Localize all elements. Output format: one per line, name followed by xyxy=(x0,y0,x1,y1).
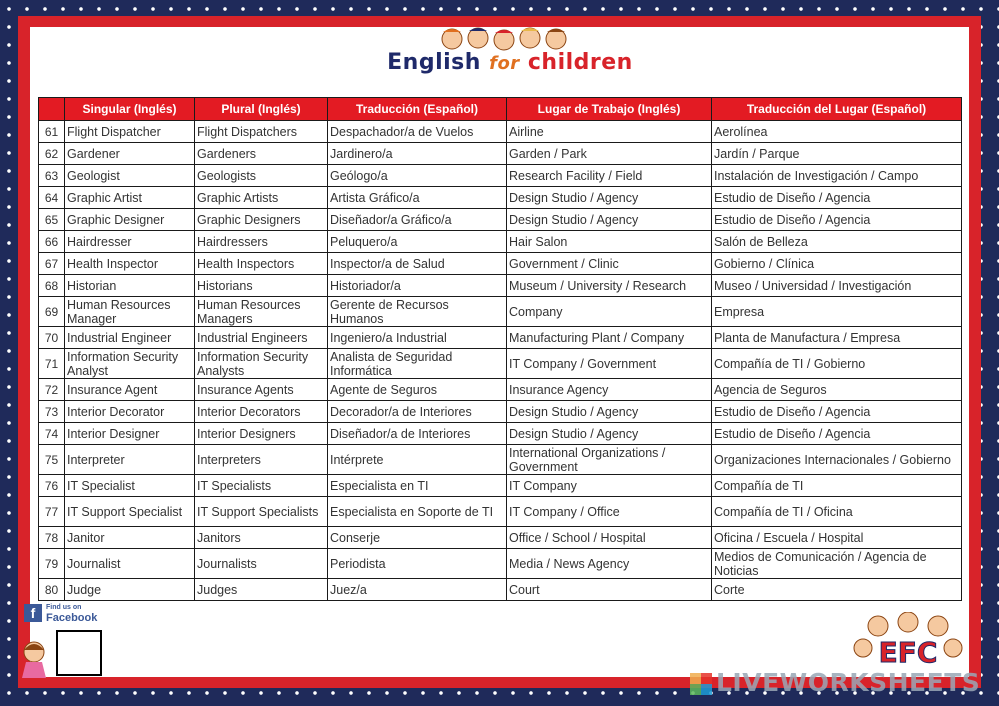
translation-cell: Geólogo/a xyxy=(328,165,507,187)
table-row xyxy=(39,401,962,423)
table-row xyxy=(39,209,962,231)
row-number: 68 xyxy=(39,275,65,297)
translation-cell: Inspector/a de Salud xyxy=(328,253,507,275)
plural-cell: Health Inspectors xyxy=(195,253,328,275)
table-row xyxy=(39,423,962,445)
facebook-caption: Find us on xyxy=(46,604,82,611)
translation-cell: Intérprete xyxy=(328,445,507,475)
singular-cell: IT Support Specialist xyxy=(65,497,195,527)
row-number: 66 xyxy=(39,231,65,253)
singular-cell: Journalist xyxy=(65,549,195,579)
plural-cell: Information Security Analysts xyxy=(195,349,328,379)
translation-cell: Juez/a xyxy=(328,579,507,601)
workplace-translation-cell: Compañía de TI xyxy=(712,475,962,497)
table-header-row xyxy=(39,98,962,121)
plural-cell: Graphic Designers xyxy=(195,209,328,231)
table-row xyxy=(39,143,962,165)
column-header-5: Traducción del Lugar (Español) xyxy=(712,98,962,121)
singular-cell: Industrial Engineer xyxy=(65,327,195,349)
workplace-cell: Research Facility / Field xyxy=(507,165,712,187)
table-row xyxy=(39,231,962,253)
plural-cell: IT Support Specialists xyxy=(195,497,328,527)
workplace-translation-cell: Museo / Universidad / Investigación xyxy=(712,275,962,297)
column-header-3: Traducción (Español) xyxy=(328,98,507,121)
children-illustration xyxy=(440,26,570,52)
singular-cell: Health Inspector xyxy=(65,253,195,275)
plural-cell: Interior Designers xyxy=(195,423,328,445)
workplace-translation-cell: Gobierno / Clínica xyxy=(712,253,962,275)
workplace-cell: IT Company / Government xyxy=(507,349,712,379)
singular-cell: IT Specialist xyxy=(65,475,195,497)
workplace-translation-cell: Estudio de Diseño / Agencia xyxy=(712,209,962,231)
plural-cell: Industrial Engineers xyxy=(195,327,328,349)
table-row xyxy=(39,253,962,275)
translation-cell: Decorador/a de Interiores xyxy=(328,401,507,423)
row-number: 70 xyxy=(39,327,65,349)
table-row xyxy=(39,549,962,579)
row-number: 67 xyxy=(39,253,65,275)
plural-cell: Geologists xyxy=(195,165,328,187)
translation-cell: Peluquero/a xyxy=(328,231,507,253)
table-row xyxy=(39,349,962,379)
table-row xyxy=(39,121,962,143)
translation-cell: Diseñador/a Gráfico/a xyxy=(328,209,507,231)
workplace-translation-cell: Agencia de Seguros xyxy=(712,379,962,401)
column-header-2: Plural (Inglés) xyxy=(195,98,328,121)
translation-cell: Conserje xyxy=(328,527,507,549)
table-row xyxy=(39,327,962,349)
workplace-translation-cell: Estudio de Diseño / Agencia xyxy=(712,423,962,445)
watermark-text: LIVEWORKSHEETS xyxy=(716,668,981,697)
workplace-cell: Design Studio / Agency xyxy=(507,401,712,423)
row-number: 63 xyxy=(39,165,65,187)
table-row xyxy=(39,475,962,497)
qr-code xyxy=(56,630,102,676)
workplace-cell: Design Studio / Agency xyxy=(507,209,712,231)
table-row xyxy=(39,527,962,549)
singular-cell: Judge xyxy=(65,579,195,601)
singular-cell: Gardener xyxy=(65,143,195,165)
workplace-translation-cell: Estudio de Diseño / Agencia xyxy=(712,187,962,209)
workplace-translation-cell: Compañía de TI / Gobierno xyxy=(712,349,962,379)
translation-cell: Analista de Seguridad Informática xyxy=(328,349,507,379)
row-number: 69 xyxy=(39,297,65,327)
workplace-cell: Manufacturing Plant / Company xyxy=(507,327,712,349)
singular-cell: Interpreter xyxy=(65,445,195,475)
workplace-cell: Design Studio / Agency xyxy=(507,187,712,209)
singular-cell: Historian xyxy=(65,275,195,297)
workplace-translation-cell: Organizaciones Internacionales / Gobierno xyxy=(712,445,962,475)
plural-cell: Historians xyxy=(195,275,328,297)
plural-cell: Human Resources Managers xyxy=(195,297,328,327)
plural-cell: Interpreters xyxy=(195,445,328,475)
table-row xyxy=(39,165,962,187)
row-number: 79 xyxy=(39,549,65,579)
plural-cell: Interior Decorators xyxy=(195,401,328,423)
workplace-cell: Design Studio / Agency xyxy=(507,423,712,445)
table-row xyxy=(39,275,962,297)
title-english: English xyxy=(387,50,481,75)
plural-cell: Hairdressers xyxy=(195,231,328,253)
workplace-translation-cell: Salón de Belleza xyxy=(712,231,962,253)
translation-cell: Jardinero/a xyxy=(328,143,507,165)
row-number: 75 xyxy=(39,445,65,475)
workplace-cell: IT Company xyxy=(507,475,712,497)
vocabulary-table xyxy=(38,97,962,601)
row-number: 74 xyxy=(39,423,65,445)
plural-cell: Janitors xyxy=(195,527,328,549)
translation-cell: Diseñador/a de Interiores xyxy=(328,423,507,445)
translation-cell: Agente de Seguros xyxy=(328,379,507,401)
table-body xyxy=(39,121,962,601)
row-number: 61 xyxy=(39,121,65,143)
translation-cell: Especialista en Soporte de TI xyxy=(328,497,507,527)
workplace-cell: Office / School / Hospital xyxy=(507,527,712,549)
row-number: 78 xyxy=(39,527,65,549)
facebook-icon: f xyxy=(24,604,42,622)
workplace-cell: Garden / Park xyxy=(507,143,712,165)
plural-cell: Gardeners xyxy=(195,143,328,165)
singular-cell: Insurance Agent xyxy=(65,379,195,401)
row-number: 76 xyxy=(39,475,65,497)
plural-cell: Graphic Artists xyxy=(195,187,328,209)
workplace-translation-cell: Aerolínea xyxy=(712,121,962,143)
translation-cell: Despachador/a de Vuelos xyxy=(328,121,507,143)
workplace-cell: Government / Clinic xyxy=(507,253,712,275)
plural-cell: IT Specialists xyxy=(195,475,328,497)
workplace-cell: Insurance Agency xyxy=(507,379,712,401)
row-number: 62 xyxy=(39,143,65,165)
singular-cell: Human Resources Manager xyxy=(65,297,195,327)
translation-cell: Artista Gráfico/a xyxy=(328,187,507,209)
workplace-cell: International Organizations / Government xyxy=(507,445,712,475)
workplace-cell: Hair Salon xyxy=(507,231,712,253)
workplace-cell: IT Company / Office xyxy=(507,497,712,527)
liveworksheets-watermark xyxy=(690,668,990,698)
singular-cell: Hairdresser xyxy=(65,231,195,253)
workplace-translation-cell: Empresa xyxy=(712,297,962,327)
efc-logo-text: EFC xyxy=(878,636,938,669)
table-row xyxy=(39,187,962,209)
row-number: 65 xyxy=(39,209,65,231)
workplace-translation-cell: Jardín / Parque xyxy=(712,143,962,165)
translation-cell: Historiador/a xyxy=(328,275,507,297)
translation-cell: Ingeniero/a Industrial xyxy=(328,327,507,349)
girl-illustration xyxy=(16,640,52,680)
row-number: 64 xyxy=(39,187,65,209)
column-header-0 xyxy=(39,98,65,121)
singular-cell: Information Security Analyst xyxy=(65,349,195,379)
title-children: children xyxy=(527,50,633,75)
workplace-translation-cell: Oficina / Escuela / Hospital xyxy=(712,527,962,549)
translation-cell: Gerente de Recursos Humanos xyxy=(328,297,507,327)
table-row xyxy=(39,379,962,401)
title-for: for xyxy=(489,53,520,74)
singular-cell: Interior Designer xyxy=(65,423,195,445)
row-number: 77 xyxy=(39,497,65,527)
workplace-translation-cell: Planta de Manufactura / Empresa xyxy=(712,327,962,349)
workplace-cell: Company xyxy=(507,297,712,327)
translation-cell: Especialista en TI xyxy=(328,475,507,497)
row-number: 71 xyxy=(39,349,65,379)
singular-cell: Interior Decorator xyxy=(65,401,195,423)
plural-cell: Flight Dispatchers xyxy=(195,121,328,143)
row-number: 73 xyxy=(39,401,65,423)
row-number: 80 xyxy=(39,579,65,601)
workplace-translation-cell: Estudio de Diseño / Agencia xyxy=(712,401,962,423)
column-header-1: Singular (Inglés) xyxy=(65,98,195,121)
singular-cell: Graphic Designer xyxy=(65,209,195,231)
workplace-cell: Court xyxy=(507,579,712,601)
workplace-translation-cell: Medios de Comunicación / Agencia de Noticias xyxy=(712,549,962,579)
liveworksheets-logo-icon xyxy=(690,673,712,695)
facebook-label: Facebook xyxy=(46,612,98,624)
singular-cell: Geologist xyxy=(65,165,195,187)
workplace-translation-cell: Compañía de TI / Oficina xyxy=(712,497,962,527)
table-row xyxy=(39,445,962,475)
singular-cell: Graphic Artist xyxy=(65,187,195,209)
workplace-cell: Media / News Agency xyxy=(507,549,712,579)
table-row xyxy=(39,497,962,527)
plural-cell: Insurance Agents xyxy=(195,379,328,401)
workplace-translation-cell: Corte xyxy=(712,579,962,601)
plural-cell: Journalists xyxy=(195,549,328,579)
singular-cell: Janitor xyxy=(65,527,195,549)
page-title xyxy=(380,50,640,84)
singular-cell: Flight Dispatcher xyxy=(65,121,195,143)
workplace-translation-cell: Instalación de Investigación / Campo xyxy=(712,165,962,187)
table-row xyxy=(39,579,962,601)
row-number: 72 xyxy=(39,379,65,401)
column-header-4: Lugar de Trabajo (Inglés) xyxy=(507,98,712,121)
translation-cell: Periodista xyxy=(328,549,507,579)
table-row xyxy=(39,297,962,327)
workplace-cell: Airline xyxy=(507,121,712,143)
facebook-badge[interactable] xyxy=(24,604,104,628)
plural-cell: Judges xyxy=(195,579,328,601)
workplace-cell: Museum / University / Research xyxy=(507,275,712,297)
